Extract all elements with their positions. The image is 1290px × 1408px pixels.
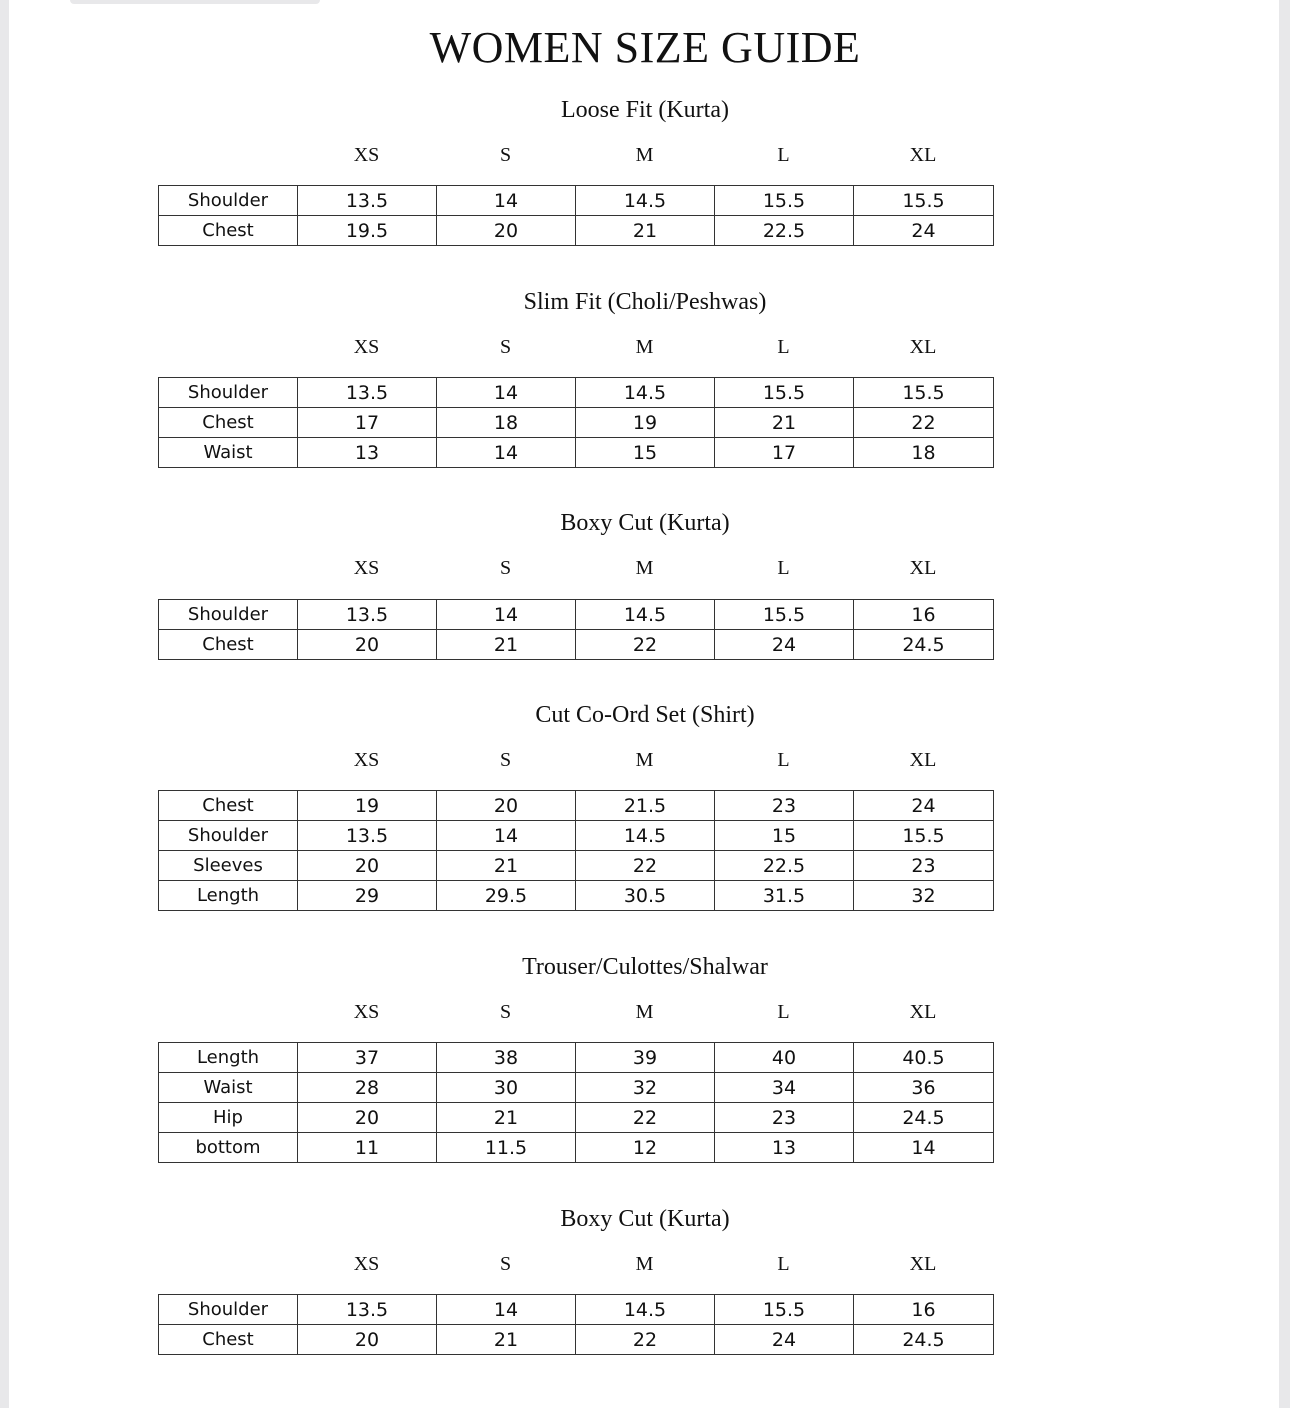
measurement-value: 16 bbox=[854, 600, 994, 630]
measurement-value: 21 bbox=[437, 851, 576, 881]
measurement-value: 34 bbox=[715, 1073, 854, 1103]
measurement-value: 30.5 bbox=[576, 881, 715, 911]
measurement-value: 17 bbox=[298, 408, 437, 438]
size-header-xs: XS bbox=[353, 336, 380, 358]
measurement-value: 32 bbox=[576, 1073, 715, 1103]
measurement-value: 14 bbox=[854, 1133, 994, 1163]
measurement-label: bottom bbox=[159, 1133, 298, 1163]
measurement-value: 30 bbox=[437, 1073, 576, 1103]
size-table bbox=[158, 599, 994, 660]
size-header-xs: XS bbox=[353, 1001, 380, 1023]
measurement-value: 13.5 bbox=[298, 600, 437, 630]
measurement-value: 20 bbox=[437, 791, 576, 821]
size-header-blank bbox=[158, 1253, 297, 1277]
measurement-value: 21 bbox=[437, 1103, 576, 1133]
measurement-value: 14.5 bbox=[576, 821, 715, 851]
table-row bbox=[159, 1295, 994, 1325]
measurement-value: 24 bbox=[854, 791, 994, 821]
measurement-value: 13.5 bbox=[298, 821, 437, 851]
size-header-m: M bbox=[635, 557, 654, 579]
size-header-l: L bbox=[777, 1001, 790, 1023]
section-title: Loose Fit (Kurta) bbox=[561, 97, 729, 123]
measurement-value: 24.5 bbox=[854, 630, 994, 660]
size-header-m: M bbox=[635, 336, 654, 358]
measurement-value: 22 bbox=[576, 1325, 715, 1355]
measurement-value: 20 bbox=[298, 1325, 437, 1355]
size-header-row bbox=[158, 144, 993, 168]
measurement-value: 17 bbox=[715, 438, 854, 468]
measurement-label: Waist bbox=[159, 438, 298, 468]
size-header-s: S bbox=[499, 557, 512, 579]
measurement-value: 22.5 bbox=[715, 216, 854, 246]
size-table bbox=[158, 185, 994, 246]
size-header-blank bbox=[158, 1001, 297, 1025]
measurement-label: Length bbox=[159, 881, 298, 911]
table-row bbox=[159, 851, 994, 881]
measurement-value: 13 bbox=[715, 1133, 854, 1163]
size-header-l: L bbox=[777, 749, 790, 771]
size-table bbox=[158, 790, 994, 911]
measurement-value: 22 bbox=[576, 1103, 715, 1133]
measurement-value: 15.5 bbox=[715, 600, 854, 630]
measurement-value: 24 bbox=[715, 1325, 854, 1355]
table-row bbox=[159, 1043, 994, 1073]
measurement-value: 14 bbox=[437, 378, 576, 408]
measurement-value: 24.5 bbox=[854, 1103, 994, 1133]
measurement-value: 23 bbox=[854, 851, 994, 881]
measurement-label: Shoulder bbox=[159, 600, 298, 630]
size-header-s: S bbox=[499, 749, 512, 771]
measurement-value: 20 bbox=[298, 851, 437, 881]
measurement-value: 31.5 bbox=[715, 881, 854, 911]
measurement-value: 15.5 bbox=[715, 378, 854, 408]
measurement-value: 21 bbox=[715, 408, 854, 438]
measurement-value: 14.5 bbox=[576, 378, 715, 408]
measurement-value: 15.5 bbox=[715, 1295, 854, 1325]
table-row bbox=[159, 186, 994, 216]
size-header-l: L bbox=[777, 336, 790, 358]
section-title: Trouser/Culottes/Shalwar bbox=[522, 954, 768, 980]
measurement-label: Chest bbox=[159, 791, 298, 821]
measurement-value: 13.5 bbox=[298, 186, 437, 216]
measurement-value: 22 bbox=[854, 408, 994, 438]
measurement-value: 38 bbox=[437, 1043, 576, 1073]
measurement-value: 32 bbox=[854, 881, 994, 911]
measurement-value: 15.5 bbox=[715, 186, 854, 216]
measurement-value: 22 bbox=[576, 630, 715, 660]
measurement-value: 14.5 bbox=[576, 600, 715, 630]
measurement-label: Chest bbox=[159, 630, 298, 660]
measurement-value: 21 bbox=[437, 630, 576, 660]
size-header-xs: XS bbox=[353, 144, 380, 166]
size-table bbox=[158, 377, 994, 468]
measurement-value: 22 bbox=[576, 851, 715, 881]
measurement-value: 11.5 bbox=[437, 1133, 576, 1163]
table-row bbox=[159, 378, 994, 408]
size-header-xl: XL bbox=[909, 749, 937, 771]
measurement-value: 28 bbox=[298, 1073, 437, 1103]
page-title: WOMEN SIZE GUIDE bbox=[429, 23, 861, 72]
size-header-m: M bbox=[635, 1001, 654, 1023]
measurement-value: 15.5 bbox=[854, 186, 994, 216]
table-row bbox=[159, 1103, 994, 1133]
size-header-xs: XS bbox=[353, 1253, 380, 1275]
measurement-value: 22.5 bbox=[715, 851, 854, 881]
measurement-value: 14.5 bbox=[576, 186, 715, 216]
measurement-value: 24.5 bbox=[854, 1325, 994, 1355]
measurement-label: Chest bbox=[159, 216, 298, 246]
size-header-blank bbox=[158, 336, 297, 360]
measurement-value: 40 bbox=[715, 1043, 854, 1073]
measurement-value: 19 bbox=[576, 408, 715, 438]
size-header-row bbox=[158, 1001, 993, 1025]
section-title: Boxy Cut (Kurta) bbox=[560, 510, 730, 536]
size-header-s: S bbox=[499, 1001, 512, 1023]
measurement-value: 14 bbox=[437, 1295, 576, 1325]
measurement-value: 21 bbox=[576, 216, 715, 246]
size-header-s: S bbox=[499, 1253, 512, 1275]
measurement-value: 18 bbox=[437, 408, 576, 438]
size-header-row bbox=[158, 1253, 993, 1277]
table-row bbox=[159, 881, 994, 911]
measurement-value: 18 bbox=[854, 438, 994, 468]
measurement-value: 16 bbox=[854, 1295, 994, 1325]
measurement-label: Waist bbox=[159, 1073, 298, 1103]
measurement-value: 19 bbox=[298, 791, 437, 821]
size-header-l: L bbox=[777, 144, 790, 166]
measurement-value: 29 bbox=[298, 881, 437, 911]
section-title: Boxy Cut (Kurta) bbox=[560, 1206, 730, 1232]
measurement-value: 14 bbox=[437, 438, 576, 468]
size-header-row bbox=[158, 557, 993, 581]
size-header-l: L bbox=[777, 1253, 790, 1275]
measurement-label: Shoulder bbox=[159, 1295, 298, 1325]
measurement-label: Chest bbox=[159, 408, 298, 438]
section-title: Slim Fit (Choli/Peshwas) bbox=[523, 289, 767, 315]
measurement-value: 13.5 bbox=[298, 378, 437, 408]
section-title: Cut Co-Ord Set (Shirt) bbox=[535, 702, 755, 728]
measurement-label: Shoulder bbox=[159, 378, 298, 408]
size-header-xl: XL bbox=[909, 1253, 937, 1275]
measurement-value: 13.5 bbox=[298, 1295, 437, 1325]
table-row bbox=[159, 1325, 994, 1355]
measurement-label: Chest bbox=[159, 1325, 298, 1355]
table-row bbox=[159, 821, 994, 851]
table-row bbox=[159, 216, 994, 246]
size-header-blank bbox=[158, 144, 297, 168]
size-header-blank bbox=[158, 557, 297, 581]
measurement-value: 39 bbox=[576, 1043, 715, 1073]
table-row bbox=[159, 1133, 994, 1163]
measurement-value: 20 bbox=[298, 630, 437, 660]
measurement-value: 40.5 bbox=[854, 1043, 994, 1073]
measurement-value: 36 bbox=[854, 1073, 994, 1103]
measurement-value: 15 bbox=[576, 438, 715, 468]
measurement-value: 29.5 bbox=[437, 881, 576, 911]
table-row bbox=[159, 791, 994, 821]
measurement-value: 14.5 bbox=[576, 1295, 715, 1325]
measurement-label: Shoulder bbox=[159, 186, 298, 216]
table-row bbox=[159, 630, 994, 660]
size-header-m: M bbox=[635, 1253, 654, 1275]
table-row bbox=[159, 438, 994, 468]
measurement-label: Length bbox=[159, 1043, 298, 1073]
measurement-value: 15.5 bbox=[854, 821, 994, 851]
table-row bbox=[159, 408, 994, 438]
measurement-value: 23 bbox=[715, 1103, 854, 1133]
measurement-value: 15.5 bbox=[854, 378, 994, 408]
measurement-label: Hip bbox=[159, 1103, 298, 1133]
measurement-value: 20 bbox=[437, 216, 576, 246]
size-header-s: S bbox=[499, 336, 512, 358]
measurement-value: 12 bbox=[576, 1133, 715, 1163]
size-header-xl: XL bbox=[909, 144, 937, 166]
measurement-value: 21 bbox=[437, 1325, 576, 1355]
size-header-m: M bbox=[635, 749, 654, 771]
size-header-l: L bbox=[777, 557, 790, 579]
measurement-value: 13 bbox=[298, 438, 437, 468]
page-top-edge bbox=[70, 0, 320, 4]
measurement-value: 37 bbox=[298, 1043, 437, 1073]
size-header-row bbox=[158, 336, 993, 360]
measurement-value: 14 bbox=[437, 821, 576, 851]
table-row bbox=[159, 600, 994, 630]
measurement-label: Sleeves bbox=[159, 851, 298, 881]
size-header-xl: XL bbox=[909, 336, 937, 358]
size-header-xl: XL bbox=[909, 557, 937, 579]
measurement-value: 15 bbox=[715, 821, 854, 851]
size-header-xl: XL bbox=[909, 1001, 937, 1023]
measurement-value: 11 bbox=[298, 1133, 437, 1163]
size-header-xs: XS bbox=[353, 557, 380, 579]
size-header-xs: XS bbox=[353, 749, 380, 771]
measurement-value: 21.5 bbox=[576, 791, 715, 821]
table-row bbox=[159, 1073, 994, 1103]
size-header-s: S bbox=[499, 144, 512, 166]
measurement-value: 24 bbox=[715, 630, 854, 660]
measurement-value: 14 bbox=[437, 186, 576, 216]
size-header-blank bbox=[158, 749, 297, 773]
measurement-value: 20 bbox=[298, 1103, 437, 1133]
size-header-row bbox=[158, 749, 993, 773]
size-table bbox=[158, 1294, 994, 1355]
measurement-value: 23 bbox=[715, 791, 854, 821]
size-table bbox=[158, 1042, 994, 1163]
measurement-value: 24 bbox=[854, 216, 994, 246]
measurement-value: 14 bbox=[437, 600, 576, 630]
measurement-label: Shoulder bbox=[159, 821, 298, 851]
size-header-m: M bbox=[635, 144, 654, 166]
measurement-value: 19.5 bbox=[298, 216, 437, 246]
